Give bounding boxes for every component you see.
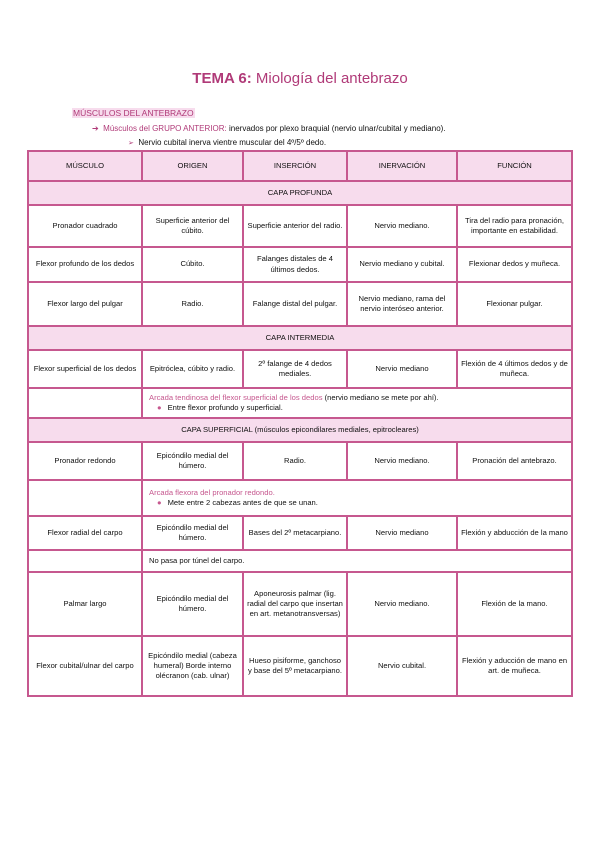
cell-origen: Epitróclea, cúbito y radio. — [142, 350, 243, 388]
band-capa-superficial: CAPA SUPERFICIAL (músculos epicondilares mediales, epitrocleares) — [28, 418, 572, 442]
cell-origen: Superficie anterior del cúbito. — [142, 205, 243, 247]
note-arcada-tendinosa-title: Arcada tendinosa del flexor superficial de los dedos — [149, 392, 323, 402]
table-row — [28, 282, 572, 326]
header-origen: ORIGEN — [142, 151, 243, 181]
cell-inervacion: Nervio mediano y cubital. — [347, 247, 457, 282]
note-tunel-carpo: No pasa por túnel del carpo. — [142, 550, 572, 572]
cell-insercion: Superficie anterior del radio. — [243, 205, 347, 247]
cell-inervacion: Nervio mediano, rama del nervio interóseo anterior. — [347, 282, 457, 326]
section-heading: MÚSCULOS DEL ANTEBRAZO — [73, 108, 194, 118]
empty-cell — [28, 550, 142, 572]
cell-musculo: Pronador cuadrado — [28, 205, 142, 247]
note-arcada-flexora-bullet: Mete entre 2 cabezas antes de que se unan. — [167, 498, 318, 507]
cell-insercion: Aponeurosis palmar (lig. radial del carpo que insertan en art. metanotransversas) — [243, 572, 347, 636]
cell-musculo: Pronador redondo — [28, 442, 142, 480]
cell-origen: Radio. — [142, 282, 243, 326]
empty-cell — [28, 388, 142, 418]
grupo-anterior-text: inervados por plexo braquial (nervio ulnar/cubital y mediano). — [226, 124, 446, 133]
cell-funcion: Flexionar dedos y muñeca. — [457, 247, 572, 282]
title-prefix: TEMA 6: — [192, 70, 252, 87]
table-row — [28, 516, 572, 550]
cell-funcion: Flexión y abducción de la mano — [457, 516, 572, 550]
cell-funcion: Flexión de 4 últimos dedos y de muñeca. — [457, 350, 572, 388]
cell-inervacion: Nervio mediano. — [347, 442, 457, 480]
cell-musculo: Flexor largo del pulgar — [28, 282, 142, 326]
table-row — [28, 636, 572, 696]
muscle-table — [27, 150, 573, 697]
page-title — [0, 70, 600, 87]
cell-insercion: Radio. — [243, 442, 347, 480]
cell-musculo: Flexor radial del carpo — [28, 516, 142, 550]
cell-funcion: Flexionar pulgar. — [457, 282, 572, 326]
note-row-tunel — [28, 550, 572, 572]
cell-musculo: Flexor superficial de los dedos — [28, 350, 142, 388]
header-funcion: FUNCIÓN — [457, 151, 572, 181]
band-row-intermedia — [28, 326, 572, 350]
table-header-row — [28, 151, 572, 181]
cell-funcion: Pronación del antebrazo. — [457, 442, 572, 480]
band-row-profunda — [28, 181, 572, 205]
bullet-nervio-cubital — [128, 138, 326, 147]
empty-cell — [28, 480, 142, 516]
note-arcada-tendinosa-bullet: Entre flexor profundo y superficial. — [167, 403, 283, 412]
cell-funcion: Tira del radio para pronación, importante en estabilidad. — [457, 205, 572, 247]
arrow-bullet-icon: ➔ — [92, 124, 99, 133]
cell-inervacion: Nervio mediano — [347, 516, 457, 550]
band-capa-intermedia: CAPA INTERMEDIA — [28, 326, 572, 350]
table-row — [28, 572, 572, 636]
header-inervacion: INERVACIÓN — [347, 151, 457, 181]
cell-insercion: Falanges distales de 4 últimos dedos. — [243, 247, 347, 282]
header-insercion: INSERCIÓN — [243, 151, 347, 181]
note-arcada-tendinosa-rest: (nervio mediano se mete por ahí). — [322, 392, 439, 402]
cell-inervacion: Nervio mediano. — [347, 205, 457, 247]
cell-origen: Epicóndilo medial del húmero. — [142, 442, 243, 480]
note-arcada-tendinosa — [142, 388, 572, 418]
cell-insercion: Hueso pisiforme, ganchoso y base del 5º metacarpiano. — [243, 636, 347, 696]
cell-funcion: Flexión y aducción de mano en art. de muñeca. — [457, 636, 572, 696]
note-row-arcada-flexora — [28, 480, 572, 516]
cell-funcion: Flexión de la mano. — [457, 572, 572, 636]
dot-bullet-icon: ● — [157, 403, 162, 412]
note-arcada-flexora-title: Arcada flexora del pronador redondo. — [149, 487, 275, 497]
cell-musculo: Flexor profundo de los dedos — [28, 247, 142, 282]
cell-musculo: Palmar largo — [28, 572, 142, 636]
cell-insercion: Falange distal del pulgar. — [243, 282, 347, 326]
band-row-superficial — [28, 418, 572, 442]
bullet-grupo-anterior — [92, 124, 446, 133]
grupo-anterior-label: Músculos del GRUPO ANTERIOR: — [103, 124, 227, 133]
table-row — [28, 442, 572, 480]
cell-inervacion: Nervio mediano. — [347, 572, 457, 636]
dot-bullet-icon: ● — [157, 498, 162, 507]
cell-musculo: Flexor cubital/ulnar del carpo — [28, 636, 142, 696]
cell-inervacion: Nervio mediano — [347, 350, 457, 388]
header-musculo: MÚSCULO — [28, 151, 142, 181]
note-arcada-flexora — [142, 480, 572, 516]
band-capa-profunda: CAPA PROFUNDA — [28, 181, 572, 205]
cell-inervacion: Nervio cubital. — [347, 636, 457, 696]
cell-origen: Epicóndilo medial del húmero. — [142, 516, 243, 550]
table-row — [28, 350, 572, 388]
cell-insercion: 2º falange de 4 dedos mediales. — [243, 350, 347, 388]
cell-origen: Epicóndilo medial (cabeza humeral) Borde interno olécranon (cab. ulnar) — [142, 636, 243, 696]
cell-insercion: Bases del 2º metacarpiano. — [243, 516, 347, 550]
note-row-arcada-tendinosa — [28, 388, 572, 418]
cell-origen: Epicóndilo medial del húmero. — [142, 572, 243, 636]
table-row — [28, 247, 572, 282]
table-row — [28, 205, 572, 247]
title-text: Miología del antebrazo — [251, 70, 408, 87]
nervio-cubital-text: Nervio cubital inerva vientre muscular del 4º/5º dedo. — [138, 138, 327, 147]
triangle-bullet-icon: ➢ — [128, 140, 134, 147]
cell-origen: Cúbito. — [142, 247, 243, 282]
